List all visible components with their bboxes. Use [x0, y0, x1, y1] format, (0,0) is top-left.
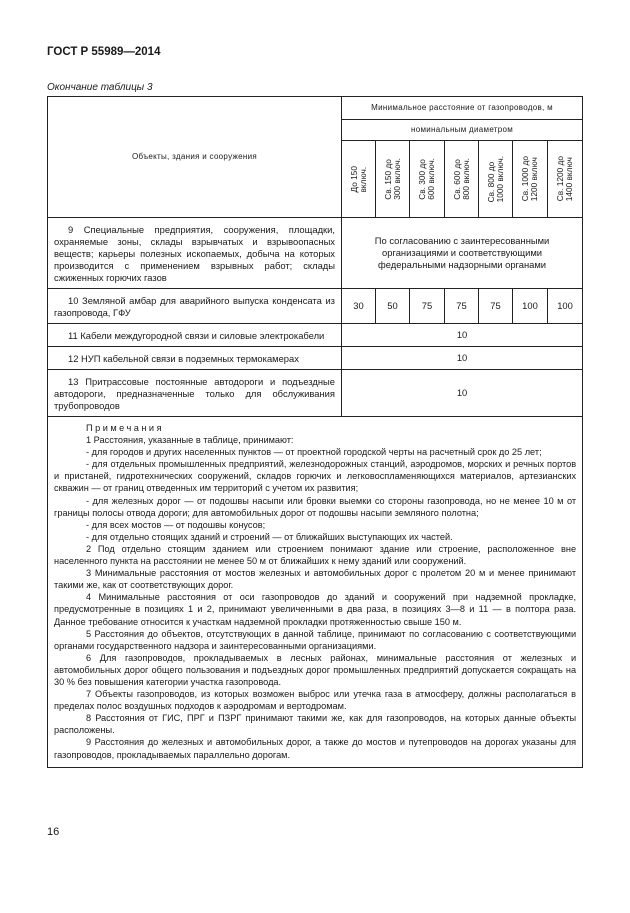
- notes-title: Примечания: [86, 423, 165, 433]
- note-paragraph: 1 Расстояния, указанные в таблице, принимают:: [86, 435, 294, 446]
- merged-value: 10: [342, 347, 583, 370]
- note-paragraph: 8 Расстояния от ГИС, ПРГ и ПЗРГ принимают такими же, как для газопроводов, на которых данные объекты расположены.: [54, 713, 577, 736]
- nominal-diameter-header: номинальным диаметром: [342, 120, 583, 141]
- distance-table: [47, 96, 583, 768]
- row-label: 13 Притрассовые постоянные автодороги и подъездные автодороги, предназначенные только для обслуживания трубопроводов: [48, 370, 342, 417]
- merged-value: 10: [342, 324, 583, 347]
- note-paragraph: 7 Объекты газопроводов, из которых возможен выброс или утечка газа в атмосферу, должны располагаться в пределах полос воздушных подходов к аэродромам и вертодромам.: [54, 689, 577, 712]
- note-paragraph: - для железных дорог — от подошвы насыпи или бровки выемки со стороны газопровода, но не менее 10 м от границы полосы отвода дороги; для автомобильных дорог от подошвы насыпи земляного полотна;: [54, 495, 577, 518]
- table-caption: Окончание таблицы 3: [47, 82, 153, 93]
- value-cell: 50: [376, 289, 410, 324]
- diameter-column-header: Св. 150 до 300 включ.: [376, 141, 410, 218]
- value-cell: 100: [513, 289, 548, 324]
- diameter-column-header: Св. 1000 до 1200 включ: [513, 141, 548, 218]
- value-cell: 100: [548, 289, 583, 324]
- note-paragraph: 4 Минимальные расстояния от оси газопроводов до зданий и сооружений при надземной прокладке, предусмотренные в позициях 1 и 2, принимают увеличенными в два раза, в позициях 3—8 и 11 — в полтора раза. Данное требование относится к участкам надземной прокладки протяженностью свыше 150 м.: [54, 592, 577, 627]
- note-paragraph: - для отдельных промышленных предприятий, железнодорожных станций, аэродромов, морских и речных портов и пристаней, гидротехнических сооружений, складов горючих и легковоспламеняющихся материалов, артезианских скважин — от границ отведенных им территорий с учетом их развития;: [54, 459, 577, 494]
- note-paragraph: - для всех мостов — от подошвы конусов;: [86, 519, 266, 530]
- value-cell: 75: [410, 289, 445, 324]
- merged-value: 10: [342, 370, 583, 417]
- note-paragraph: 6 Для газопроводов, прокладываемых в лесных районах, минимальные расстояния от железных и автомобильных дорог общего пользования и подъездных дорог промышленных предприятий допускается сокращать на 30 % без повышения категории участка газопровода.: [54, 652, 577, 687]
- table-row: [48, 289, 583, 324]
- table-row: [48, 347, 583, 370]
- row-label: 10 Земляной амбар для аварийного выпуска конденсата из газопровода, ГФУ: [48, 289, 342, 324]
- note-paragraph: 9 Расстояния до железных и автомобильных дорог, а также до мостов и путепроводов на дорогах указаны для газопроводов, прокладываемых параллельно дорогам.: [54, 737, 577, 760]
- objects-header: Объекты, здания и сооружения: [48, 97, 342, 218]
- row-label: 12 НУП кабельной связи в подземных термокамерах: [48, 347, 342, 370]
- table-row: [48, 218, 583, 289]
- notes-block: [48, 417, 583, 768]
- note-paragraph: 3 Минимальные расстояния от мостов железных и автомобильных дорог с пролетом 20 м и менее принимают такими же, как от соответствующих дорог.: [54, 568, 577, 591]
- diameter-column-header: Св. 300 до 600 включ.: [410, 141, 445, 218]
- table-row: [48, 370, 583, 417]
- value-cell: 75: [479, 289, 513, 324]
- note-paragraph: 5 Расстояния до объектов, отсутствующих в данной таблице, принимают по согласованию с соответствующими органами государственного надзора и заинтересованными организациями.: [54, 628, 577, 651]
- row-label: 9 Специальные предприятия, сооружения, площадки, охраняемые зоны, склады взрывчатых и взрывоопасных веществ; карьеры полезных ископаемых, добыча на которых производится с применением взрывных работ; склады сжиженных горючих газов: [48, 218, 342, 289]
- note-paragraph: - для отдельно стоящих зданий и строений — от ближайших выступающих их частей.: [86, 531, 453, 542]
- table-row: [48, 324, 583, 347]
- diameter-column-header: Св. 1200 до 1400 включ: [548, 141, 583, 218]
- note-paragraph: - для городов и других населенных пунктов — от проектной городской черты на расчетный срок до 25 лет;: [86, 447, 542, 458]
- diameter-column-header: Св. 600 до 800 включ.: [445, 141, 479, 218]
- diameter-column-header: До 150 включ.: [342, 141, 376, 218]
- min-distance-header: Минимальное расстояние от газопроводов, м: [342, 97, 583, 120]
- page-number: 16: [47, 826, 60, 838]
- row-label: 11 Кабели междугородной связи и силовые электрокабели: [48, 324, 342, 347]
- diameter-column-header: Св. 800 до 1000 включ.: [479, 141, 513, 218]
- merged-value: По согласованию с заинтересованными организациями и соответствующими федеральными надзорными органами: [342, 218, 583, 289]
- note-paragraph: 2 Под отдельно стоящим зданием или строением понимают здание или строение, расположенное вне населенного пункта на расстоянии не менее 50 м от ближайших к нему зданий или сооружений.: [54, 543, 577, 567]
- value-cell: 75: [445, 289, 479, 324]
- value-cell: 30: [342, 289, 376, 324]
- document-header: ГОСТ Р 55989—2014: [47, 46, 161, 58]
- notes-row: [48, 417, 583, 768]
